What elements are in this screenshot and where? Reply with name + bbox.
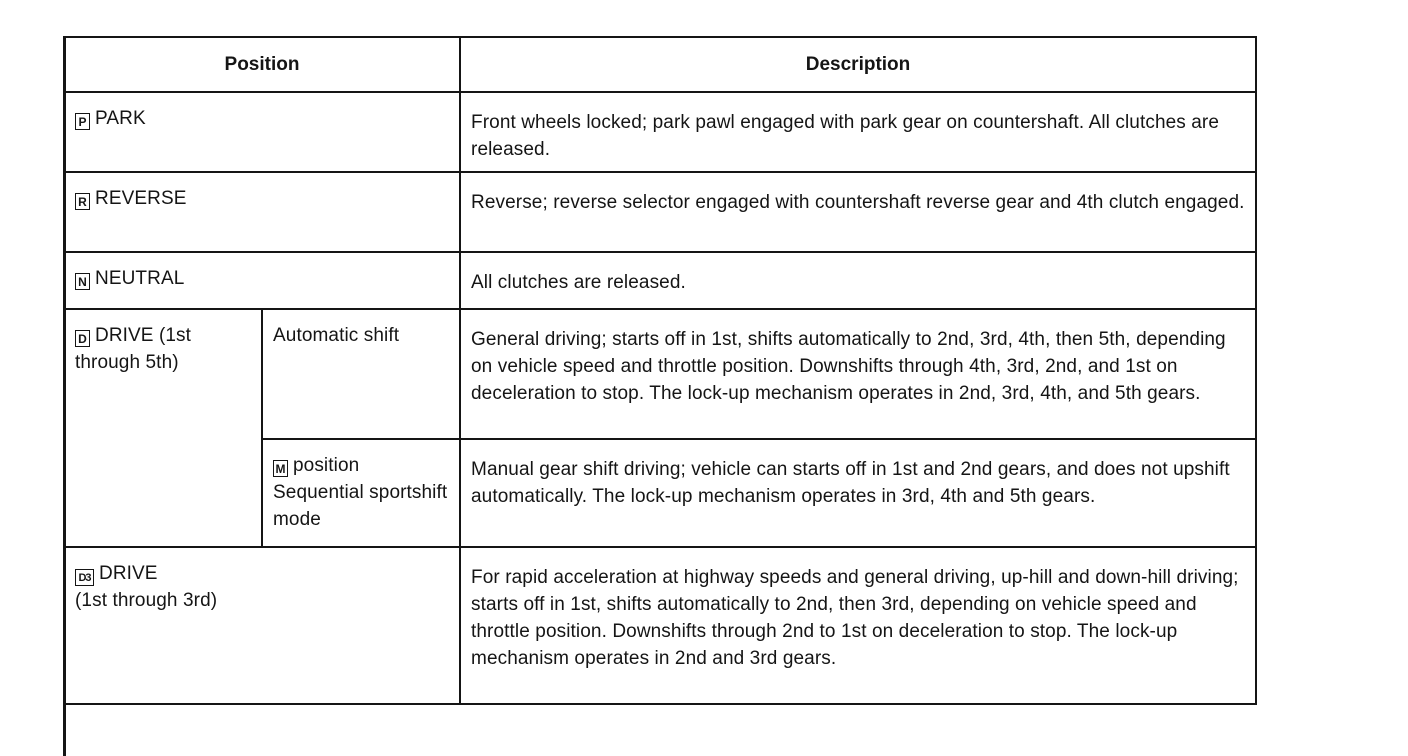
mode-label-sequential: position Sequential sportshift mode	[273, 455, 448, 530]
mode-cell-automatic	[262, 309, 460, 439]
park-symbol-icon: P	[75, 113, 90, 130]
description-cell-automatic	[460, 309, 1256, 439]
neutral-symbol-icon: N	[75, 273, 90, 290]
position-cell-reverse	[64, 172, 460, 252]
position-cell-drive-3	[64, 547, 460, 704]
position-cell-park	[64, 92, 460, 172]
gear-position-table	[63, 36, 1257, 705]
description-text-automatic: General driving; starts off in 1st, shifts automatically to 2nd, 3rd, 4th, then 5th, depending on vehicle speed and throttle position. Downshifts through 4th, 3rd, 2nd, and 1st on deceleration to stop. The lock-up mechanism operates in 2nd, 3rd, 4th, and 5th gears.	[471, 329, 1226, 404]
table-header-row	[64, 37, 1256, 92]
header-description: Description	[460, 37, 1256, 92]
description-cell-drive-3	[460, 547, 1256, 704]
position-label-drive-3-range: (1st through 3rd)	[75, 590, 218, 611]
table-row	[64, 309, 1256, 439]
mode-cell-sequential	[262, 439, 460, 547]
description-text-park: Front wheels locked; park pawl engaged with park gear on countershaft. All clutches are released.	[471, 112, 1220, 160]
description-cell-reverse	[460, 172, 1256, 252]
header-position: Position	[64, 37, 460, 92]
position-cell-drive	[64, 309, 262, 547]
description-cell-sequential	[460, 439, 1256, 547]
position-label-park: PARK	[95, 108, 146, 129]
reverse-symbol-icon: R	[75, 193, 90, 210]
table-row	[64, 547, 1256, 704]
position-label-drive-3: DRIVE	[99, 563, 158, 584]
mode-label-automatic: Automatic shift	[273, 325, 400, 346]
description-text-neutral: All clutches are released.	[471, 272, 686, 293]
manual-symbol-icon: M	[273, 460, 288, 477]
description-text-sequential: Manual gear shift driving; vehicle can starts off in 1st and 2nd gears, and does not upshift automatically. The lock-up mechanism operates in 3rd, 4th and 5th gears.	[471, 459, 1230, 507]
table-row	[64, 252, 1256, 309]
table-row	[64, 172, 1256, 252]
position-label-neutral: NEUTRAL	[95, 268, 185, 289]
description-cell-neutral	[460, 252, 1256, 309]
drive-symbol-icon: D	[75, 330, 90, 347]
description-cell-park	[460, 92, 1256, 172]
position-label-drive: DRIVE (1st through 5th)	[75, 325, 192, 373]
position-cell-neutral	[64, 252, 460, 309]
drive-3-symbol-icon: D3	[75, 569, 94, 586]
position-label-reverse: REVERSE	[95, 188, 187, 209]
description-text-drive-3: For rapid acceleration at highway speeds and general driving, up-hill and down-hill driving; starts off in 1st, shifts automatically to 2nd, then 3rd, depending on vehicle speed and throttle position. Downshifts through 2nd to 1st on deceleration to stop. The lock-up mechanism operates in 2nd and 3rd gears.	[471, 567, 1239, 669]
description-text-reverse: Reverse; reverse selector engaged with countershaft reverse gear and 4th clutch engaged.	[471, 192, 1245, 213]
table-row	[64, 92, 1256, 172]
